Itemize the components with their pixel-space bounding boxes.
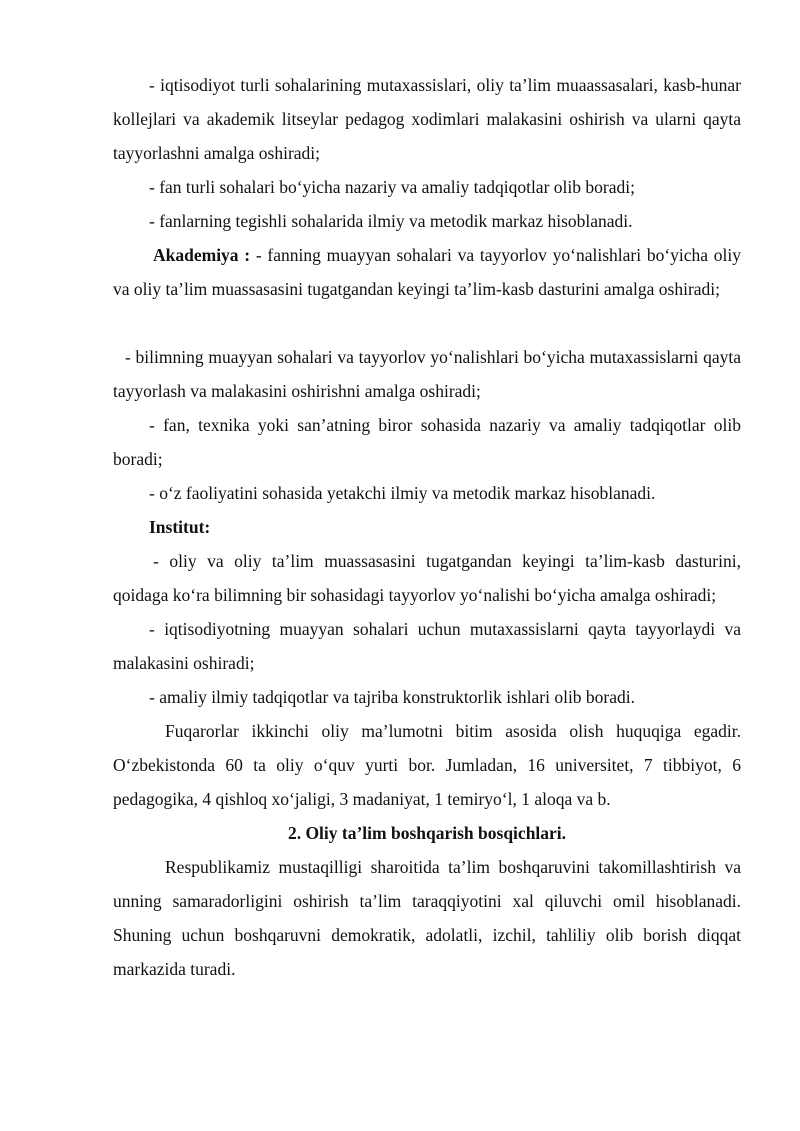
- paragraph-iqtisodiyot: - iqtisodiyot turli sohalarining mutaxassislari, oliy ta’lim muaassasalari, kasb-hunar kollejlari va akademik litseylar pedagog xodimlari malakasini oshirish va ularni qayta tayyorlashni amalga oshiradi;: [113, 75, 741, 163]
- institut-label: Institut:: [149, 517, 211, 537]
- paragraph-oz-faoliyatini: - o‘z faoliyatini sohasida yetakchi ilmiy va metodik markaz hisoblanadi.: [149, 483, 656, 503]
- paragraph-bilimning: - bilimning muayyan sohalari va tayyorlov yo‘nalishlari bo‘yicha mutaxassislarni qayta tayyorlash va malakasini oshirishni amalga oshiradi;: [113, 347, 741, 401]
- paragraph-amaliy: - amaliy ilmiy tadqiqotlar va tajriba konstruktorlik ishlari olib boradi.: [149, 687, 636, 707]
- paragraph-akademiya: [113, 238, 741, 306]
- paragraph-fan-turli: - fan turli sohalari bo‘yicha nazariy va amaliy tadqiqotlar olib boradi;: [149, 177, 635, 197]
- document-page: [113, 68, 741, 986]
- akademiya-text: - fanning muayyan sohalari va tayyorlov yo‘nalishlari bo‘yicha oliy va oliy ta’lim muassasasini tugatgandan keyingi ta’lim-kasb dasturini amalga oshiradi;: [113, 245, 742, 299]
- spacer: [113, 306, 741, 340]
- paragraph-fanlarning: - fanlarning tegishli sohalarida ilmiy va metodik markaz hisoblanadi.: [149, 211, 633, 231]
- akademiya-label: Akademiya :: [153, 245, 251, 265]
- paragraph-fuqarorlar: Fuqarorlar ikkinchi oliy ma’lumotni bitim asosida olish huquqiga egadir. O‘zbekistonda 60 ta oliy o‘quv yurti bor. Jumladan, 16 universitet, 7 tibbiyot, 6 pedagogika, 4 qishloq xo‘jaligi, 3 madaniyat, 1 temiryo‘l, 1 aloqa va b.: [113, 721, 741, 809]
- paragraph-oliy-va-oliy: - oliy va oliy ta’lim muassasasini tugatgandan keyingi ta’lim-kasb dasturini, qoidaga ko‘ra bilimning bir sohasidagi tayyorlov yo‘nalishi bo‘yicha amalga oshiradi;: [113, 551, 741, 605]
- paragraph-iqtisodiyotning: - iqtisodiyotning muayyan sohalari uchun mutaxassislarni qayta tayyorlaydi va malakasini oshiradi;: [113, 619, 741, 673]
- paragraph-fan-texnika: - fan, texnika yoki san’atning biror sohasida nazariy va amaliy tadqiqotlar olib boradi;: [113, 415, 741, 469]
- section-heading: 2. Oliy ta’lim boshqarish bosqichlari.: [287, 823, 567, 843]
- paragraph-respublikamiz: Respublikamiz mustaqilligi sharoitida ta’lim boshqaruvini takomillashtirish va unning samaradorligini oshirish ta’lim taraqqiyotini xal qiluvchi omil hisoblanadi. Shuning uchun boshqaruvni demokratik, adolatli, izchil, tahliliy olib borish diqqat markazida turadi.: [113, 857, 741, 979]
